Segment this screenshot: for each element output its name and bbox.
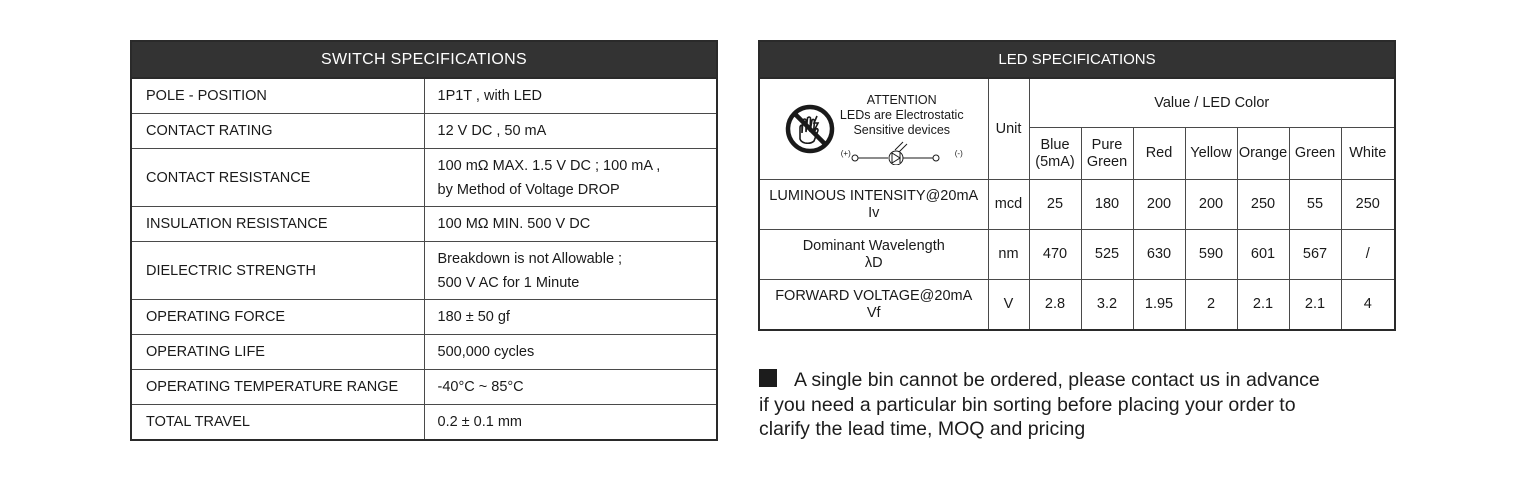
spec-label: TOTAL TRAVEL (131, 405, 424, 441)
led-table-header-row (759, 41, 1395, 78)
param-cell (759, 280, 988, 331)
ordering-note (759, 368, 1399, 442)
color-header: White (1341, 128, 1395, 180)
spec-value: -40°C ~ 85°C (424, 370, 717, 405)
param-label: Dominant Wavelength (802, 237, 945, 254)
color-header (1081, 128, 1133, 180)
value-cell: 630 (1133, 230, 1185, 280)
table-row (759, 180, 1395, 230)
unit-cell: mcd (988, 180, 1029, 230)
table-row (131, 242, 717, 300)
table-row (131, 335, 717, 370)
attention-cell (759, 78, 988, 180)
spec-label: DIELECTRIC STRENGTH (131, 242, 424, 300)
square-bullet-icon (759, 369, 777, 387)
table-row (759, 230, 1395, 280)
spec-value: 500,000 cycles (424, 335, 717, 370)
color-name: Blue (1040, 136, 1070, 153)
spec-value: 100 MΩ MIN. 500 V DC (424, 207, 717, 242)
spec-value: 12 V DC , 50 mA (424, 114, 717, 149)
value-cell: 567 (1289, 230, 1341, 280)
param-cell (759, 230, 988, 280)
spec-value: 180 ± 50 gf (424, 300, 717, 335)
led-polarity-diagram (841, 141, 963, 165)
param-symbol: Vf (866, 304, 881, 321)
value-cell: 2.8 (1029, 280, 1081, 331)
spec-label: POLE - POSITION (131, 78, 424, 114)
param-label: LUMINOUS INTENSITY@20mA (769, 187, 979, 204)
attention-notice (760, 79, 988, 179)
color-header (1029, 128, 1081, 180)
color-name-line2: (5mA) (1035, 153, 1075, 170)
param-symbol: λD (864, 254, 883, 271)
spec-label: CONTACT RESISTANCE (131, 149, 424, 207)
value-cell: 4 (1341, 280, 1395, 331)
unit-header: Unit (988, 78, 1029, 180)
value-cell: 250 (1237, 180, 1289, 230)
table-row (131, 370, 717, 405)
color-header: Green (1289, 128, 1341, 180)
param-symbol: Iv (868, 204, 880, 221)
spec-label: OPERATING LIFE (131, 335, 424, 370)
value-header: Value / LED Color (1029, 78, 1395, 128)
value-cell: 55 (1289, 180, 1341, 230)
value-cell: 470 (1029, 230, 1081, 280)
led-diode-icon (851, 141, 955, 165)
note-line (759, 368, 1399, 393)
spec-value: 0.2 ± 0.1 mm (424, 405, 717, 441)
spec-label: INSULATION RESISTANCE (131, 207, 424, 242)
value-cell: 25 (1029, 180, 1081, 230)
table-row (131, 405, 717, 441)
table-row (759, 280, 1395, 331)
switch-table-header-row (131, 41, 717, 78)
led-table-title: LED SPECIFICATIONS (759, 41, 1395, 78)
value-cell: 2 (1185, 280, 1237, 331)
table-row (131, 114, 717, 149)
spec-label: OPERATING FORCE (131, 300, 424, 335)
note-text: A single bin cannot be ordered, please contact us in advance (794, 369, 1320, 391)
value-cell: 590 (1185, 230, 1237, 280)
spec-label: OPERATING TEMPERATURE RANGE (131, 370, 424, 405)
color-header: Orange (1237, 128, 1289, 180)
unit-cell: V (988, 280, 1029, 331)
cathode-label: (-) (954, 148, 963, 158)
value-cell: 3.2 (1081, 280, 1133, 331)
note-line: if you need a particular bin sorting before placing your order to (759, 393, 1296, 416)
table-row (131, 149, 717, 207)
attention-title: ATTENTION (866, 93, 937, 107)
value-cell: 180 (1081, 180, 1133, 230)
led-specifications-table (758, 40, 1396, 331)
table-row (131, 300, 717, 335)
color-name: Pure (1091, 136, 1123, 153)
value-cell: 200 (1133, 180, 1185, 230)
color-name-line2: Green (1086, 153, 1128, 170)
spec-value-line2: by Method of Voltage DROP (437, 181, 620, 198)
value-cell: 1.95 (1133, 280, 1185, 331)
switch-specifications-table (130, 40, 718, 441)
value-cell: 2.1 (1237, 280, 1289, 331)
table-row (131, 207, 717, 242)
spec-label: CONTACT RATING (131, 114, 424, 149)
unit-cell: nm (988, 230, 1029, 280)
spec-value-line2: 500 V AC for 1 Minute (437, 274, 580, 291)
value-cell: 250 (1341, 180, 1395, 230)
attention-line: Sensitive devices (853, 123, 951, 137)
spec-value-cell (424, 242, 717, 300)
table-row (131, 78, 717, 114)
attention-line: LEDs are Electrostatic (839, 108, 964, 122)
value-cell: 525 (1081, 230, 1133, 280)
value-cell: 2.1 (1289, 280, 1341, 331)
color-header: Red (1133, 128, 1185, 180)
param-cell (759, 180, 988, 230)
color-header: Yellow (1185, 128, 1237, 180)
value-cell: 200 (1185, 180, 1237, 230)
led-header-row (759, 78, 1395, 128)
anode-label: (+) (840, 148, 851, 158)
switch-table-title: SWITCH SPECIFICATIONS (131, 41, 717, 78)
spec-value: 100 mΩ MAX. 1.5 V DC ; 100 mA , (437, 157, 661, 174)
spec-value-cell (424, 149, 717, 207)
value-cell: 601 (1237, 230, 1289, 280)
spec-value: 1P1T , with LED (424, 78, 717, 114)
note-line: clarify the lead time, MOQ and pricing (759, 418, 1086, 440)
value-cell: / (1341, 230, 1395, 280)
spec-value: Breakdown is not Allowable ; (437, 250, 623, 267)
no-touch-esd-icon (784, 103, 836, 155)
param-label: FORWARD VOLTAGE@20mA (775, 287, 973, 304)
